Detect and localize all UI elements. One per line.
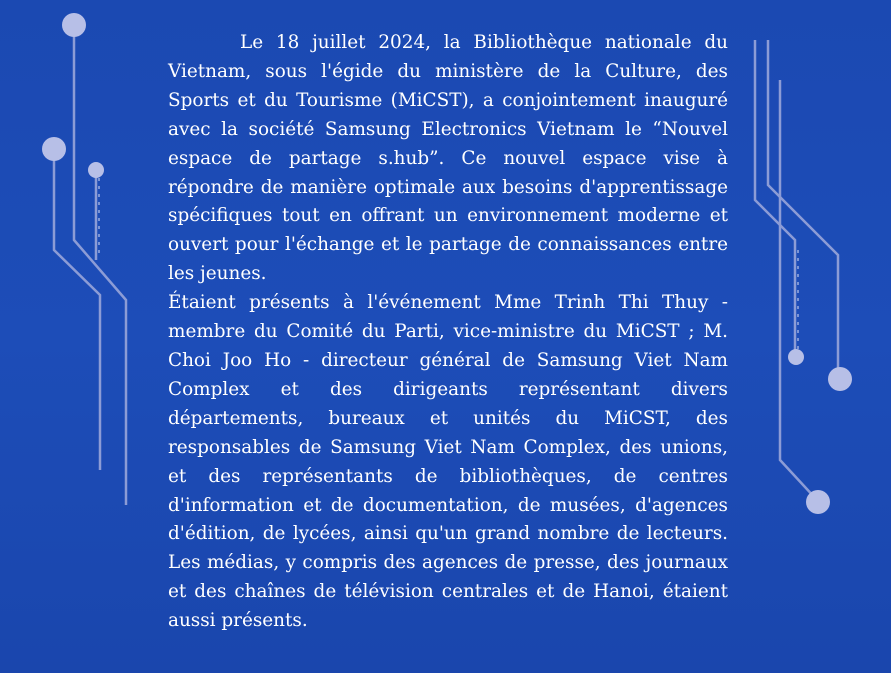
circuit-node: [828, 367, 852, 391]
circuit-node: [42, 137, 66, 161]
paragraph-2: Étaient présents à l'événement Mme Trinh Thi Thuy - membre du Comité du Parti, vice-ministre du MiCST ; M. Choi Joo Ho - directeur général de Samsung Viet Nam Complex et des dirigeants représentant divers départements, bureaux et unités du MiCST, des responsables de Samsung Viet Nam Complex, des unions, et des représentants de bibliothèques, de centres d'information et de documentation, de musées, d'agences d'édition, de lycées, ainsi qu'un grand nombre de lecteurs. Les médias, y compris des agences de presse, des journaux et des chaînes de télévision centrales et de Hanoi, étaient aussi présents.: [168, 292, 728, 632]
circuit-node: [788, 349, 804, 365]
article-text: [168, 29, 728, 636]
circuit-line: [54, 150, 100, 470]
circuit-node: [806, 490, 830, 514]
paragraph-1: Le 18 juillet 2024, la Bibliothèque nationale du Vietnam, sous l'égide du ministère de la Culture, des Sports et du Tourisme (MiCST), a conjointement inauguré avec la société Samsung Electronics Vietnam le “Nouvel espace de partage s.hub”. Ce nouvel espace vise à répondre de manière optimale aux besoins d'apprentissage spécifiques tout en offrant un environnement moderne et ouvert pour l'échange et le partage de connaissances entre les jeunes.: [168, 32, 728, 285]
circuit-node: [62, 13, 86, 37]
circuit-node: [88, 162, 104, 178]
circuit-line: [768, 40, 838, 378]
circuit-line: [755, 40, 795, 355]
